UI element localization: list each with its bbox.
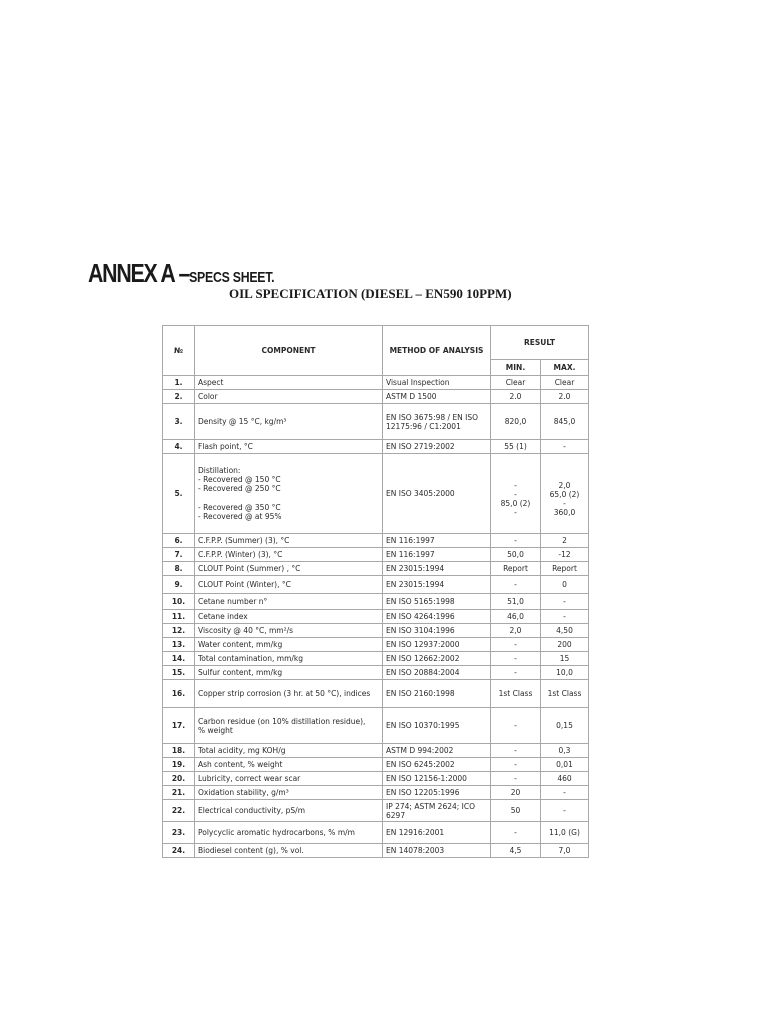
cell-max: - xyxy=(541,594,589,610)
cell-method: EN ISO 12937:2000 xyxy=(383,638,491,652)
cell-component: C.F.P.P. (Summer) (3), °C xyxy=(195,534,383,548)
table-row xyxy=(163,638,589,652)
cell-number: 24. xyxy=(163,844,195,858)
cell-component-line: - Recovered @ 150 °C xyxy=(198,475,281,484)
cell-max: - xyxy=(541,800,589,822)
cell-min: 50 xyxy=(491,800,541,822)
table-row xyxy=(163,624,589,638)
cell-min: 51,0 xyxy=(491,594,541,610)
cell-number: 8. xyxy=(163,562,195,576)
cell-method: EN ISO 12205:1996 xyxy=(383,786,491,800)
cell-min: - xyxy=(491,638,541,652)
table-row xyxy=(163,744,589,758)
cell-method-line: EN ISO 3675:98 / EN ISO xyxy=(386,412,479,422)
header-method: METHOD OF ANALYSIS xyxy=(383,326,491,376)
table-header-row xyxy=(163,326,589,360)
cell-max: 2 xyxy=(541,534,589,548)
cell-method-line: 12175:96 / C1:2001 xyxy=(386,421,461,431)
cell-max: 0 xyxy=(541,576,589,594)
cell-max: Report xyxy=(541,562,589,576)
cell-max: - xyxy=(541,786,589,800)
cell-max: 10,0 xyxy=(541,666,589,680)
table-row xyxy=(163,822,589,844)
cell-method: EN ISO 20884:2004 xyxy=(383,666,491,680)
cell-component: Density @ 15 °C, kg/m³ xyxy=(195,404,383,440)
cell-method: EN 23015:1994 xyxy=(383,576,491,594)
table-row xyxy=(163,666,589,680)
cell-component-line: - Recovered @ 350 °C xyxy=(198,503,281,512)
cell-component: Viscosity @ 40 °C, mm²/s xyxy=(195,624,383,638)
annex-title-sub: SPECS SHEET. xyxy=(189,269,275,286)
cell-component: Total acidity, mg KOH/g xyxy=(195,744,383,758)
cell-method: EN 12916:2001 xyxy=(383,822,491,844)
specification-title: OIL SPECIFICATION (DIESEL – EN590 10PPM) xyxy=(229,286,512,301)
cell-min: - xyxy=(491,666,541,680)
table-row xyxy=(163,844,589,858)
cell-method: EN ISO 12662:2002 xyxy=(383,652,491,666)
cell-method: EN ISO 2160:1998 xyxy=(383,680,491,708)
cell-min: - xyxy=(491,772,541,786)
cell-max: 7,0 xyxy=(541,844,589,858)
cell-method: EN 116:1997 xyxy=(383,534,491,548)
cell-method: EN ISO 2719:2002 xyxy=(383,440,491,454)
table-row xyxy=(163,576,589,594)
cell-max: - xyxy=(541,440,589,454)
cell-method: EN ISO 10370:1995 xyxy=(383,708,491,744)
cell-component: Color xyxy=(195,390,383,404)
cell-component: Biodiesel content (g), % vol. xyxy=(195,844,383,858)
cell-number: 9. xyxy=(163,576,195,594)
header-component: COMPONENT xyxy=(195,326,383,376)
cell-component: Cetane index xyxy=(195,610,383,624)
cell-component-line: - Recovered @ at 95% xyxy=(198,512,282,521)
cell-max: 15 xyxy=(541,652,589,666)
cell-number: 19. xyxy=(163,758,195,772)
specs-table-body xyxy=(163,376,589,858)
specs-table xyxy=(162,325,589,858)
cell-min: 50,0 xyxy=(491,548,541,562)
cell-number: 23. xyxy=(163,822,195,844)
cell-max: 11,0 (G) xyxy=(541,822,589,844)
cell-max-line: 65,0 (2) xyxy=(549,489,580,499)
cell-max: 2.0 xyxy=(541,390,589,404)
cell-number: 5. xyxy=(163,454,195,534)
cell-number: 6. xyxy=(163,534,195,548)
cell-min: 820,0 xyxy=(491,404,541,440)
table-row xyxy=(163,454,589,534)
cell-max-line: 360,0 xyxy=(553,507,576,517)
header-max: MAX. xyxy=(541,360,589,376)
cell-component: Polycyclic aromatic hydrocarbons, % m/m xyxy=(195,822,383,844)
cell-number: 17. xyxy=(163,708,195,744)
cell-min: - xyxy=(491,576,541,594)
cell-min-line: - xyxy=(514,489,517,499)
table-row xyxy=(163,404,589,440)
cell-min-line: - xyxy=(514,480,517,490)
cell-min-line: - xyxy=(514,507,517,517)
annex-title-main: ANNEX A – xyxy=(88,258,190,288)
cell-max: 0,01 xyxy=(541,758,589,772)
cell-number: 22. xyxy=(163,800,195,822)
table-row xyxy=(163,376,589,390)
cell-number: 21. xyxy=(163,786,195,800)
cell-min: 55 (1) xyxy=(491,440,541,454)
cell-component: Copper strip corrosion (3 hr. at 50 °C), indices xyxy=(195,680,383,708)
cell-min: - xyxy=(491,758,541,772)
cell-max: 0,15 xyxy=(541,708,589,744)
cell-component-line: - Recovered @ 250 °C xyxy=(198,484,281,493)
cell-max: -12 xyxy=(541,548,589,562)
cell-min: 46,0 xyxy=(491,610,541,624)
cell-number: 10. xyxy=(163,594,195,610)
table-row xyxy=(163,548,589,562)
cell-number: 15. xyxy=(163,666,195,680)
cell-min: 20 xyxy=(491,786,541,800)
cell-number: 14. xyxy=(163,652,195,666)
cell-min-line: 85,0 (2) xyxy=(500,498,531,508)
cell-method: EN ISO 4264:1996 xyxy=(383,610,491,624)
cell-component: Sulfur content, mm/kg xyxy=(195,666,383,680)
cell-max xyxy=(541,454,589,534)
table-row xyxy=(163,680,589,708)
cell-max-line: - xyxy=(563,498,566,508)
cell-max: 200 xyxy=(541,638,589,652)
table-row xyxy=(163,800,589,822)
cell-method: EN ISO 3104:1996 xyxy=(383,624,491,638)
cell-method: Visual Inspection xyxy=(383,376,491,390)
cell-number: 11. xyxy=(163,610,195,624)
cell-min: - xyxy=(491,534,541,548)
cell-component: Aspect xyxy=(195,376,383,390)
cell-min: Report xyxy=(491,562,541,576)
cell-component: CLOUT Point (Winter), °C xyxy=(195,576,383,594)
table-row xyxy=(163,708,589,744)
cell-min: 4,5 xyxy=(491,844,541,858)
cell-component: Electrical conductivity, pS/m xyxy=(195,800,383,822)
cell-component: Oxidation stability, g/m³ xyxy=(195,786,383,800)
table-row xyxy=(163,534,589,548)
cell-method: ASTM D 994:2002 xyxy=(383,744,491,758)
cell-min xyxy=(491,454,541,534)
cell-min: - xyxy=(491,744,541,758)
table-row xyxy=(163,390,589,404)
cell-component-line: % weight xyxy=(198,725,233,735)
cell-component: Flash point, °C xyxy=(195,440,383,454)
cell-component-line: Distillation: xyxy=(198,466,241,475)
cell-number: 12. xyxy=(163,624,195,638)
annex-title xyxy=(88,258,274,289)
cell-component: Cetane number n° xyxy=(195,594,383,610)
table-row xyxy=(163,440,589,454)
cell-number: 3. xyxy=(163,404,195,440)
cell-max: 1st Class xyxy=(541,680,589,708)
table-row xyxy=(163,610,589,624)
cell-component: Water content, mm/kg xyxy=(195,638,383,652)
cell-component: Ash content, % weight xyxy=(195,758,383,772)
table-row xyxy=(163,594,589,610)
cell-max: 0,3 xyxy=(541,744,589,758)
cell-component xyxy=(195,454,383,534)
table-row xyxy=(163,786,589,800)
cell-number: 13. xyxy=(163,638,195,652)
cell-max-line: 2,0 xyxy=(558,480,571,490)
cell-method: EN 116:1997 xyxy=(383,548,491,562)
cell-number: 16. xyxy=(163,680,195,708)
cell-method: EN 14078:2003 xyxy=(383,844,491,858)
cell-component: Lubricity, correct wear scar xyxy=(195,772,383,786)
cell-method xyxy=(383,404,491,440)
header-result: RESULT xyxy=(491,326,589,360)
header-min: MIN. xyxy=(491,360,541,376)
cell-number: 18. xyxy=(163,744,195,758)
cell-max: 460 xyxy=(541,772,589,786)
cell-method: EN ISO 3405:2000 xyxy=(383,454,491,534)
cell-method: EN ISO 12156-1:2000 xyxy=(383,772,491,786)
cell-component: C.F.P.P. (Winter) (3), °C xyxy=(195,548,383,562)
cell-component-line: Carbon residue (on 10% distillation residue), xyxy=(198,716,366,726)
cell-number: 20. xyxy=(163,772,195,786)
table-row xyxy=(163,772,589,786)
cell-number: 1. xyxy=(163,376,195,390)
cell-method: EN ISO 5165:1998 xyxy=(383,594,491,610)
cell-max: - xyxy=(541,610,589,624)
cell-min: 1st Class xyxy=(491,680,541,708)
cell-max: 845,0 xyxy=(541,404,589,440)
table-row xyxy=(163,652,589,666)
cell-method: EN ISO 6245:2002 xyxy=(383,758,491,772)
cell-min: - xyxy=(491,652,541,666)
cell-min: Clear xyxy=(491,376,541,390)
cell-component: CLOUT Point (Summer) , °C xyxy=(195,562,383,576)
cell-max: 4,50 xyxy=(541,624,589,638)
cell-min: 2.0 xyxy=(491,390,541,404)
cell-method: EN 23015:1994 xyxy=(383,562,491,576)
cell-min: - xyxy=(491,822,541,844)
cell-component: Total contamination, mm/kg xyxy=(195,652,383,666)
cell-component xyxy=(195,708,383,744)
cell-method: IP 274; ASTM 2624; ICO 6297 xyxy=(383,800,491,822)
cell-max: Clear xyxy=(541,376,589,390)
table-row xyxy=(163,758,589,772)
header-number: № xyxy=(163,326,195,376)
cell-number: 2. xyxy=(163,390,195,404)
cell-min: - xyxy=(491,708,541,744)
cell-min: 2,0 xyxy=(491,624,541,638)
cell-number: 7. xyxy=(163,548,195,562)
cell-number: 4. xyxy=(163,440,195,454)
table-row xyxy=(163,562,589,576)
cell-method: ASTM D 1500 xyxy=(383,390,491,404)
